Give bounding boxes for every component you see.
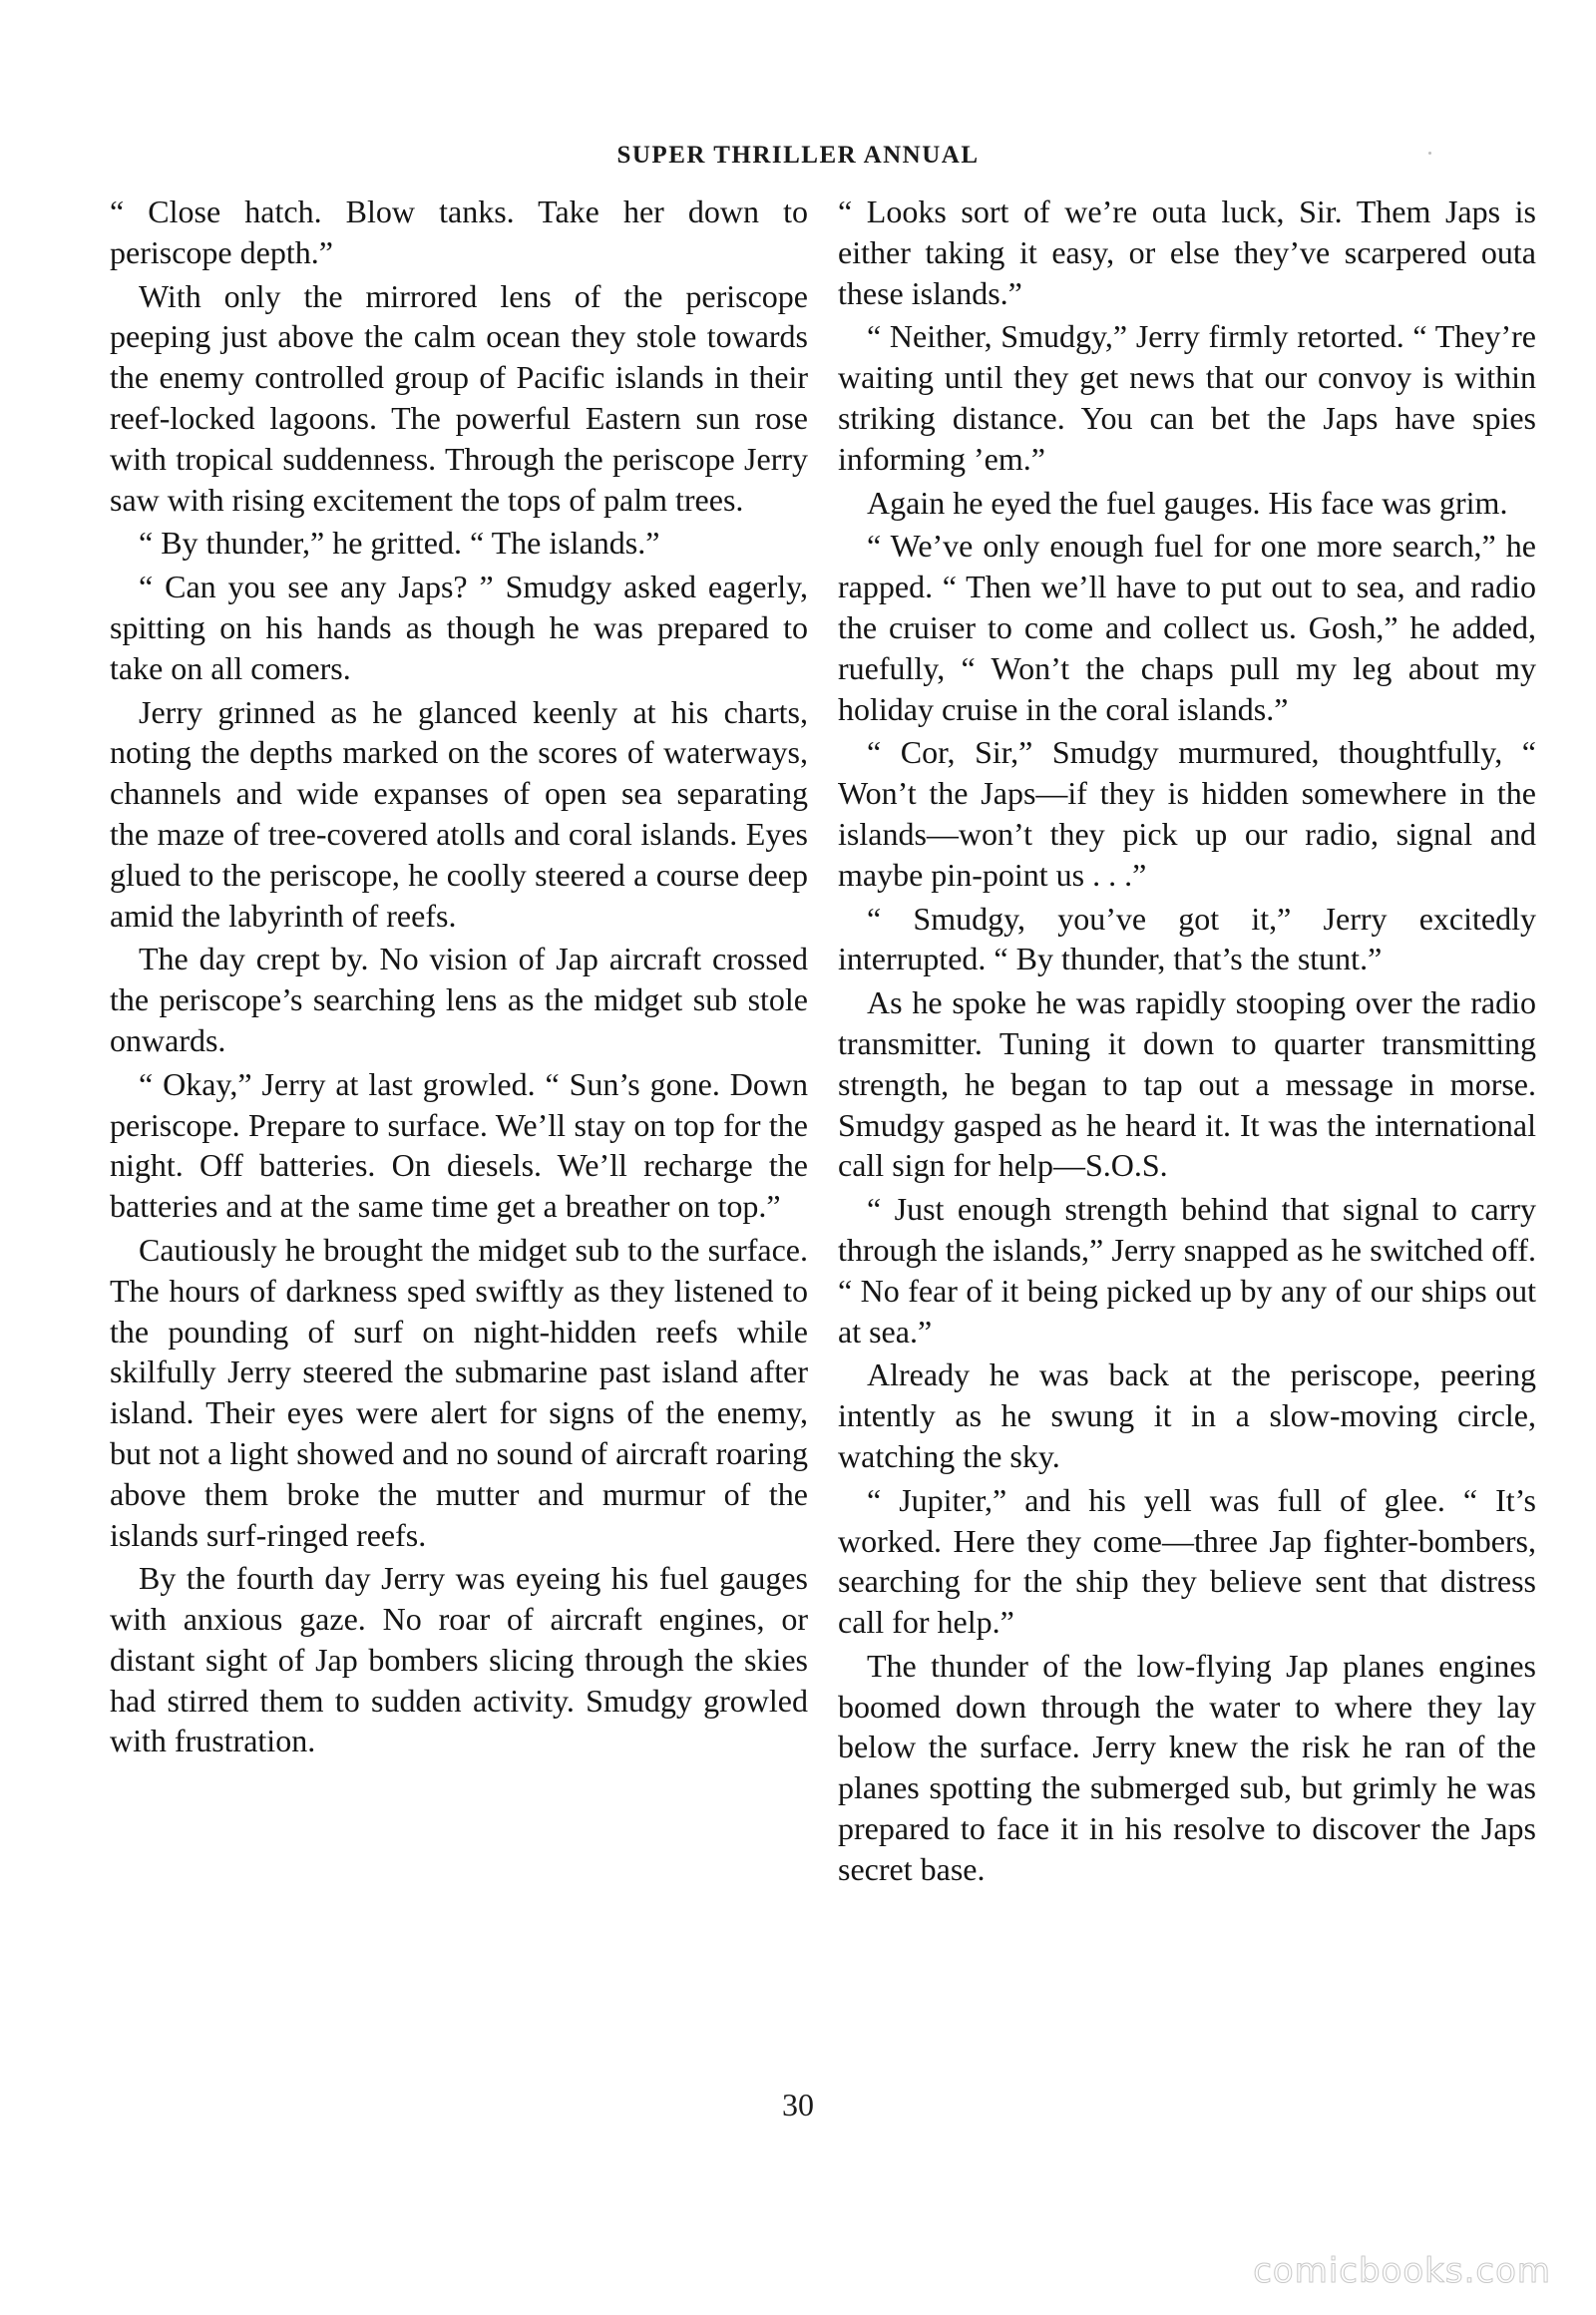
paragraph: “ Just enough strength behind that signal to carry through the islands,” Jerry snapped as he switched off. “ No fear of it being picked up by any of our ships out at sea.” bbox=[838, 1191, 1536, 1350]
paragraph: Cautiously he brought the midget sub to the surface. The hours of darkness sped swiftly as they listened to the pounding of surf on night-hidden reefs while skilfully Jerry steered the submarine past island after island. Their eyes were alert for signs of the enemy, but not a light showed and no sound of aircraft roaring above them broke the mutter and murmur of the islands surf-ringed reefs. bbox=[110, 1231, 808, 1553]
paragraph: The day crept by. No vision of Jap aircraft crossed the periscope’s searching lens as the midget sub stole onwards. bbox=[110, 941, 808, 1058]
print-speck bbox=[1428, 152, 1431, 155]
paragraph: “ We’ve only enough fuel for one more search,” he rapped. “ Then we’ll have to put out to sea, and radio the cruiser to come and collect us. Gosh,” he added, ruefully, “ Won’t the chaps pull my leg about my holiday cruise in the coral islands.” bbox=[838, 528, 1536, 727]
paragraph: “ Jupiter,” and his yell was full of glee. “ It’s worked. Here they come—three Jap fighter-bombers, searching for the ship they believe sent that distress call for help.” bbox=[838, 1481, 1536, 1641]
right-column bbox=[838, 192, 1536, 1893]
paragraph: Again he eyed the fuel gauges. His face was grim. bbox=[867, 484, 1508, 521]
left-column bbox=[110, 192, 808, 1764]
paragraph: Jerry grinned as he glanced keenly at his charts, noting the depths marked on the scores of waterways, channels and wide expanses of open sea separating the maze of tree-covered atolls and coral islands. Eyes glued to the periscope, he coolly steered a course deep amid the labyrinth of reefs. bbox=[110, 693, 808, 934]
watermark: comicbooks.com bbox=[1253, 2251, 1551, 2291]
paragraph: Already he was back at the periscope, peering intently as he swung it in a slow-moving circle, watching the sky. bbox=[838, 1356, 1536, 1474]
running-title: SUPER THRILLER ANNUAL bbox=[616, 142, 980, 169]
paragraph: “ Cor, Sir,” Smudgy murmured, thoughtfully, “ Won’t the Japs—if they is hidden somewhere in the islands—won’t they pick up our radio, signal and maybe pin-point us . . .” bbox=[838, 734, 1536, 893]
paragraph: “ Close hatch. Blow tanks. Take her down to periscope depth.” bbox=[110, 193, 808, 270]
paragraph: “ Can you see any Japs? ” Smudgy asked eagerly, spitting on his hands as though he was prepared to take on all comers. bbox=[110, 569, 808, 686]
paragraph: “ Okay,” Jerry at last growled. “ Sun’s gone. Down periscope. Prepare to surface. We’ll stay on top for the night. Off batteries. On diesels. We’ll recharge the batteries and at the same time get a breather on top.” bbox=[110, 1065, 808, 1225]
page-number: 30 bbox=[782, 2087, 814, 2122]
paragraph: As he spoke he was rapidly stooping over the radio transmitter. Tuning it down to quarter transmitting strength, he began to tap out a message in morse. Smudgy gasped as he heard it. It was the international call sign for help—S.O.S. bbox=[838, 984, 1536, 1184]
paragraph: “ Looks sort of we’re outa luck, Sir. Them Japs is either taking it easy, or else they’ve scarpered outa these islands.” bbox=[838, 193, 1536, 311]
paragraph: “ Neither, Smudgy,” Jerry firmly retorted. “ They’re waiting until they get news that our convoy is within striking distance. You can bet the Japs have spies informing ’em.” bbox=[838, 318, 1536, 477]
paragraph: The thunder of the low-flying Jap planes engines boomed down through the water to where they lay below the surface. Jerry knew the risk he ran of the planes spotting the submerged sub, but grimly he was prepared to face it in his resolve to discover the Japs secret base. bbox=[838, 1647, 1536, 1887]
paragraph: “ Smudgy, you’ve got it,” Jerry excitedly interrupted. “ By thunder, that’s the stunt.” bbox=[838, 900, 1536, 977]
paragraph: By the fourth day Jerry was eyeing his fuel gauges with anxious gaze. No roar of aircraft engines, or distant sight of Jap bombers slicing through the skies had stirred them to sudden activity. Smudgy growled with frustration. bbox=[110, 1560, 808, 1759]
paragraph: With only the mirrored lens of the periscope peeping just above the calm ocean they stole towards the enemy controlled group of Pacific islands in their reef-locked lagoons. The powerful Eastern sun rose with tropical suddenness. Through the periscope Jerry saw with rising excitement the tops of palm trees. bbox=[110, 277, 808, 518]
paragraph: “ By thunder,” he gritted. “ The islands.” bbox=[139, 525, 660, 562]
